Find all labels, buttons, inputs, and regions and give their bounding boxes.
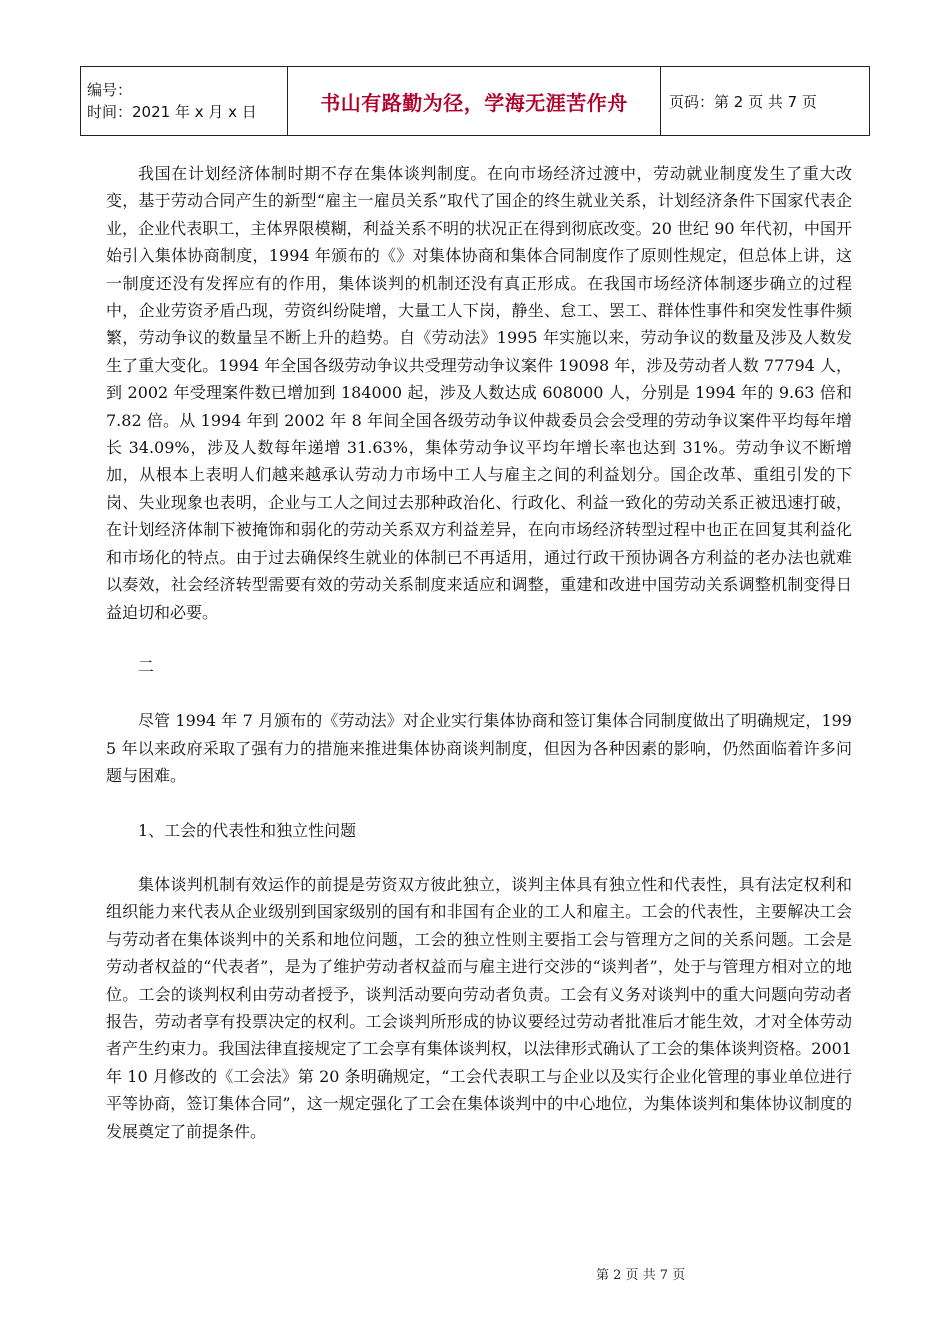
header-meta <box>81 67 288 136</box>
paragraph-problems: 尽管 1994 年 7 月颁布的《劳动法》对企业实行集体协商和签订集体合同制度做出了明确规定，1995 年以来政府采取了强有力的措施来推进集体协商谈判制度，但因为各种因素的影响，仍然面临着许多问题与困难。 <box>106 711 852 786</box>
paragraph-union: 集体谈判机制有效运作的前提是劳资双方彼此独立，谈判主体具有独立性和代表性，具有法定权利和组织能力来代表从企业级别到国家级别的国有和非国有企业的工人和雇主。工会的代表性，主要解决工会与劳动者在集体谈判中的关系和地位问题，工会的独立性则主要指工会与管理方之间的关系问题。工会是劳动者权益的“代表者”，是为了维护劳动者权益而与雇主进行交涉的“谈判者”，处于与管理方相对立的地位。工会的谈判权利由劳动者授予，谈判活动要向劳动者负责。工会有义务对谈判中的重大问题向劳动者报告，劳动者享有投票决定的权利。工会谈判所形成的协议要经过劳动者批准后才能生效，才对全体劳动者产生约束力。我国法律直接规定了工会享有集体谈判权，以法律形式确认了工会的集体谈判资格。2001 年 10 月修改的《工会法》第 20 条明确规定，“工会代表职工与企业以及实行企业化管理的事业单位进行平等协商，签订集体合同”，这一规定强化了工会在集体谈判中的中心地位，为集体谈判和集体协议制度的发展奠定了前提条件。 <box>106 874 852 1141</box>
document-body <box>106 160 852 1172</box>
page-header <box>80 66 870 136</box>
document-number-label: 编号： <box>87 81 133 99</box>
subsection-heading-union: 1、工会的代表性和独立性问题 <box>138 820 357 840</box>
header-page-info: 页码：第 2 页 共 7 页 <box>661 67 870 136</box>
paragraph-intro: 我国在计划经济体制时期不存在集体谈判制度。在向市场经济过渡中，劳动就业制度发生了重大改变，基于劳动合同产生的新型“雇主一雇员关系”取代了国企的终生就业关系，计划经济条件下国家代表企业，企业代表职工，主体界限模糊，利益关系不明的状况正在得到彻底改变。20 世纪 90 年代初，中国开始引入集体协商制度，1994 年颁布的《》对集体协商和集体合同制度作了原则性规定，但总体上讲，这一制度还没有发挥应有的作用，集体谈判的机制还没有真正形成。在我国市场经济体制逐步确立的过程中，企业劳资矛盾凸现，劳资纠纷陡增，大量工人下岗，静坐、怠工、罢工、群体性事件和突发性事件频繁，劳动争议的数量呈不断上升的趋势。自《劳动法》1995 年实施以来，劳动争议的数量及涉及人数发生了重大变化。1994 年全国各级劳动争议共受理劳动争议案件 19098 年，涉及劳动者人数 77794 人，到 2002 年受理案件数已增加到 184000 起，涉及人数达成 608000 人，分别是 1994 年的 9.63 倍和 7.82 倍。从 1994 年到 2002 年 8 年间全国各级劳动争议仲裁委员会会受理的劳动争议案件平均每年增长 34.09%，涉及人数每年递增 31.63%，集体劳动争议平均年增长率也达到 31%。劳动争议不断增加，从根本上表明人们越来越承认劳动力市场中工人与雇主之间的利益划分。国企改革、重组引发的下岗、失业现象也表明，企业与工人之间过去那种政治化、行政化、利益一致化的劳动关系正被迅速打破，在计划经济体制下被掩饰和弱化的劳动关系双方利益差异，在向市场经济转型过程中也正在回复其利益化和市场化的特点。由于过去确保终生就业的体制已不再适用，通过行政干预协调各方利益的老办法也就难以奏效，社会经济转型需要有效的劳动关系制度来适应和调整，重建和改进中国劳动关系调整机制变得日益迫切和必要。 <box>106 164 852 622</box>
page-footer: 第 2 页 共 7 页 <box>596 1268 686 1283</box>
document-time-label: 时间：2021 年 x 月 x 日 <box>87 103 257 121</box>
section-heading-two: 二 <box>138 656 155 676</box>
header-motto: 书山有路勤为径，学海无涯苦作舟 <box>288 67 661 136</box>
